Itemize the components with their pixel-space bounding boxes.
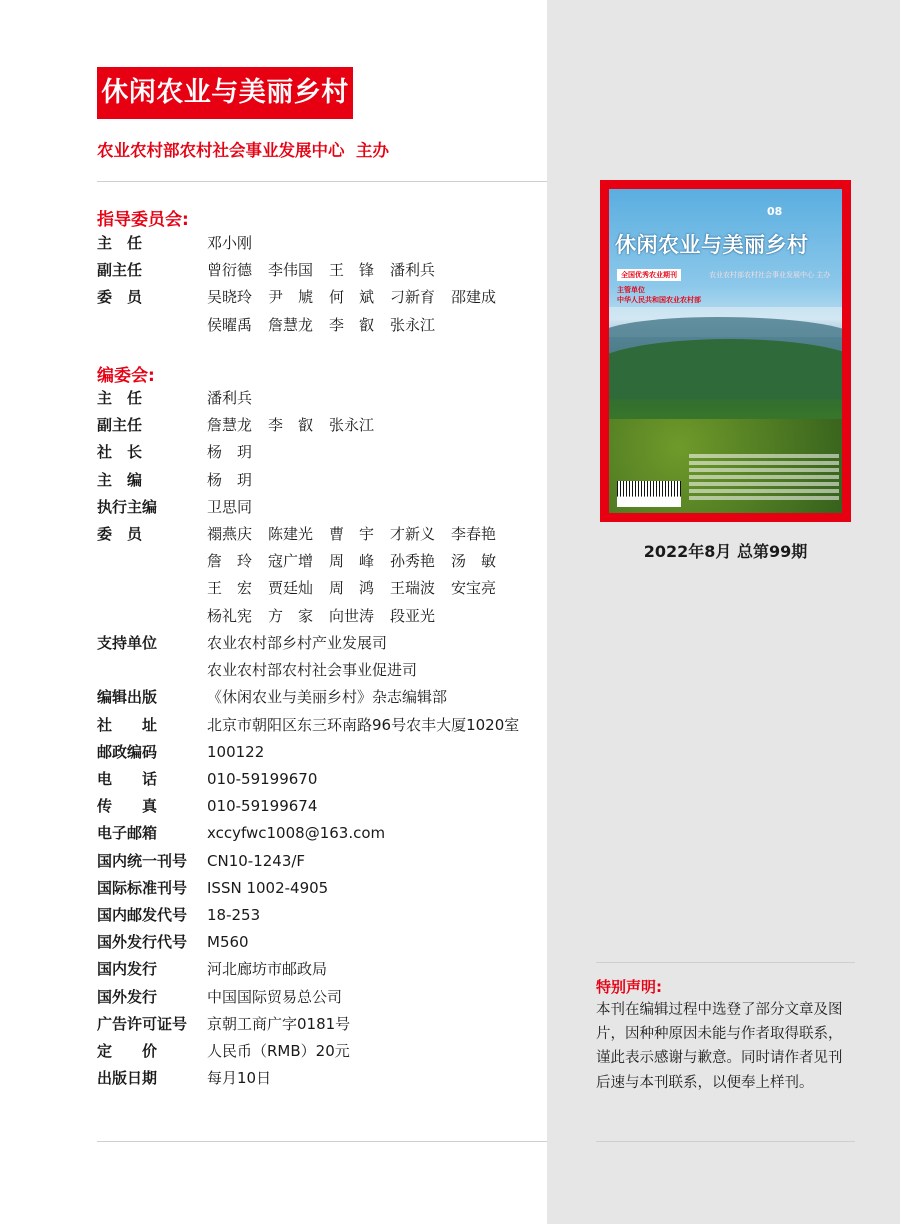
info-value: ISSN 1002-4905	[207, 878, 329, 897]
member-name: 潘利兵	[390, 261, 436, 280]
row-names	[207, 230, 268, 257]
member-name: 潘利兵	[207, 389, 253, 407]
notice-bottom-divider	[596, 1141, 855, 1142]
info-value: CN10-1243/F	[207, 851, 306, 870]
row-label: 主 编	[97, 470, 143, 489]
row-label: 委 员	[97, 288, 143, 307]
member-name: 刁新育	[390, 288, 436, 307]
info-label: 编辑出版	[97, 688, 158, 707]
info-label: 电子邮箱	[97, 824, 158, 843]
member-name: 安宝亮	[451, 579, 497, 598]
row-label: 社 长	[97, 443, 143, 462]
member-name: 詹慧龙	[268, 315, 314, 334]
cover-image	[609, 189, 842, 513]
member-name: 禤燕庆	[207, 525, 253, 543]
member-name: 王 锋	[329, 261, 375, 280]
cover-hill	[609, 339, 842, 399]
row-names	[207, 257, 451, 284]
info-label: 国外发行代号	[97, 933, 188, 952]
info-label: 社 址	[97, 715, 158, 734]
notice-line: 后速与本刊联系，以便奉上样刊。	[596, 1074, 814, 1091]
notice-body	[596, 998, 858, 1095]
info-label: 电 话	[97, 770, 158, 788]
info-label: 支持单位	[97, 634, 158, 652]
member-name: 何 斌	[329, 288, 375, 307]
magazine-cover	[600, 180, 851, 522]
info-label: 国外发行	[97, 987, 158, 1006]
member-name: 王 宏	[207, 579, 253, 598]
row-names	[207, 412, 390, 439]
notice-line: 本刊在编辑过程中选登了部分文章及图	[596, 1002, 843, 1018]
member-name: 曹 宇	[329, 525, 375, 543]
row-names	[207, 548, 512, 575]
info-value: 《休闲农业与美丽乡村》杂志编辑部	[207, 688, 448, 707]
info-value: 18-253	[207, 906, 261, 924]
member-name: 侯曜禹	[207, 315, 253, 334]
member-name: 张永江	[390, 315, 436, 334]
info-value: 人民币（RMB）20元	[207, 1042, 350, 1060]
row-names	[207, 439, 268, 466]
guidance-committee-title: 指导委员会:	[97, 210, 189, 230]
member-name: 李 叡	[329, 315, 375, 334]
info-label: 邮政编码	[97, 742, 158, 761]
row-names	[207, 603, 451, 630]
member-name: 周 鸿	[329, 579, 375, 598]
info-value: 农业农村部乡村产业发展司	[207, 634, 388, 652]
info-value: 农业农村部农村社会事业促进司	[207, 661, 418, 680]
notice-line: 片，因种种原因未能与作者取得联系，	[596, 1026, 843, 1043]
member-name: 贾廷灿	[268, 579, 314, 598]
info-label: 国内发行	[97, 960, 158, 979]
member-name: 吴晓玲	[207, 288, 253, 307]
info-label: 出版日期	[97, 1069, 158, 1088]
info-label: 国际标准刊号	[97, 878, 188, 897]
member-name: 李伟国	[268, 261, 314, 280]
row-names	[207, 312, 451, 339]
issue-caption: 2022年8月 总第99期	[643, 542, 808, 561]
info-label: 国内统一刊号	[97, 851, 188, 870]
row-names	[207, 284, 512, 311]
member-name: 周 峰	[329, 552, 375, 571]
info-label: 广告许可证号	[97, 1014, 188, 1033]
cover-sponsor: 农业农村部农村社会事业发展中心 主办	[709, 271, 831, 279]
info-value: 100122	[207, 742, 265, 761]
magazine-title: 休闲农业与美丽乡村	[97, 67, 353, 119]
member-name: 方 家	[268, 606, 314, 625]
member-name: 尹 虓	[268, 288, 314, 307]
row-names	[207, 467, 268, 494]
info-label: 定 价	[97, 1042, 158, 1060]
row-label: 委 员	[97, 525, 143, 543]
cover-badge: 全国优秀农业期刊	[617, 269, 681, 281]
cover-issue-number: 08	[767, 205, 783, 218]
member-name: 李 叡	[268, 416, 314, 435]
member-name: 寇广增	[268, 552, 314, 571]
top-divider	[97, 181, 547, 182]
member-name: 李春艳	[451, 525, 497, 543]
cover-note	[617, 285, 757, 305]
member-name: 杨 玥	[207, 470, 253, 489]
info-value: M560	[207, 933, 249, 952]
cover-title: 休闲农业与美丽乡村	[615, 232, 809, 257]
cover-note-line: 中华人民共和国农业农村部	[617, 296, 701, 304]
cover-note-line: 主管单位	[617, 286, 645, 294]
row-label: 执行主编	[97, 497, 158, 516]
cover-barcode	[617, 481, 681, 507]
row-names	[207, 494, 268, 521]
row-names	[207, 575, 512, 602]
info-value: 河北廊坊市邮政局	[207, 960, 328, 979]
info-value: 每月10日	[207, 1069, 272, 1088]
member-name: 向世涛	[329, 606, 375, 625]
info-value: xccyfwc1008@163.com	[207, 824, 386, 843]
member-name: 杨 玥	[207, 443, 253, 462]
member-name: 陈建光	[268, 525, 314, 543]
cover-contents	[689, 451, 839, 503]
info-label: 传 真	[97, 797, 158, 816]
row-label: 副主任	[97, 416, 143, 435]
member-name: 卫思同	[207, 497, 253, 516]
info-value: 北京市朝阳区东三环南路96号农丰大厦1020室	[207, 715, 520, 734]
row-label: 副主任	[97, 261, 143, 280]
notice-top-divider	[596, 962, 855, 963]
member-name: 段亚光	[390, 606, 436, 625]
member-name: 邓小刚	[207, 234, 253, 252]
row-label: 主 任	[97, 389, 143, 407]
member-name: 詹 玲	[207, 552, 253, 571]
sponsor-line: 农业农村部农村社会事业发展中心 主办	[97, 141, 389, 160]
member-name: 杨礼宪	[207, 606, 253, 625]
notice-title: 特别声明:	[596, 978, 662, 996]
row-names	[207, 385, 268, 412]
member-name: 邵建成	[451, 288, 497, 307]
info-label: 国内邮发代号	[97, 906, 188, 924]
notice-line: 谨此表示感谢与歉意。同时请作者见刊	[596, 1050, 843, 1067]
member-name: 孙秀艳	[390, 552, 436, 571]
row-names	[207, 521, 512, 548]
member-name: 汤 敏	[451, 552, 497, 571]
member-name: 才新义	[390, 525, 436, 543]
info-value: 010-59199674	[207, 797, 318, 816]
info-value: 010-59199670	[207, 770, 318, 788]
editorial-board-title: 编委会:	[97, 366, 155, 386]
member-name: 王瑞波	[390, 579, 436, 598]
member-name: 张永江	[329, 416, 375, 435]
member-name: 詹慧龙	[207, 416, 253, 435]
info-value: 京朝工商广字0181号	[207, 1014, 351, 1033]
bottom-divider-left	[97, 1141, 547, 1142]
member-name: 曾衍德	[207, 261, 253, 280]
row-label: 主 任	[97, 234, 143, 252]
info-value: 中国国际贸易总公司	[207, 987, 343, 1006]
